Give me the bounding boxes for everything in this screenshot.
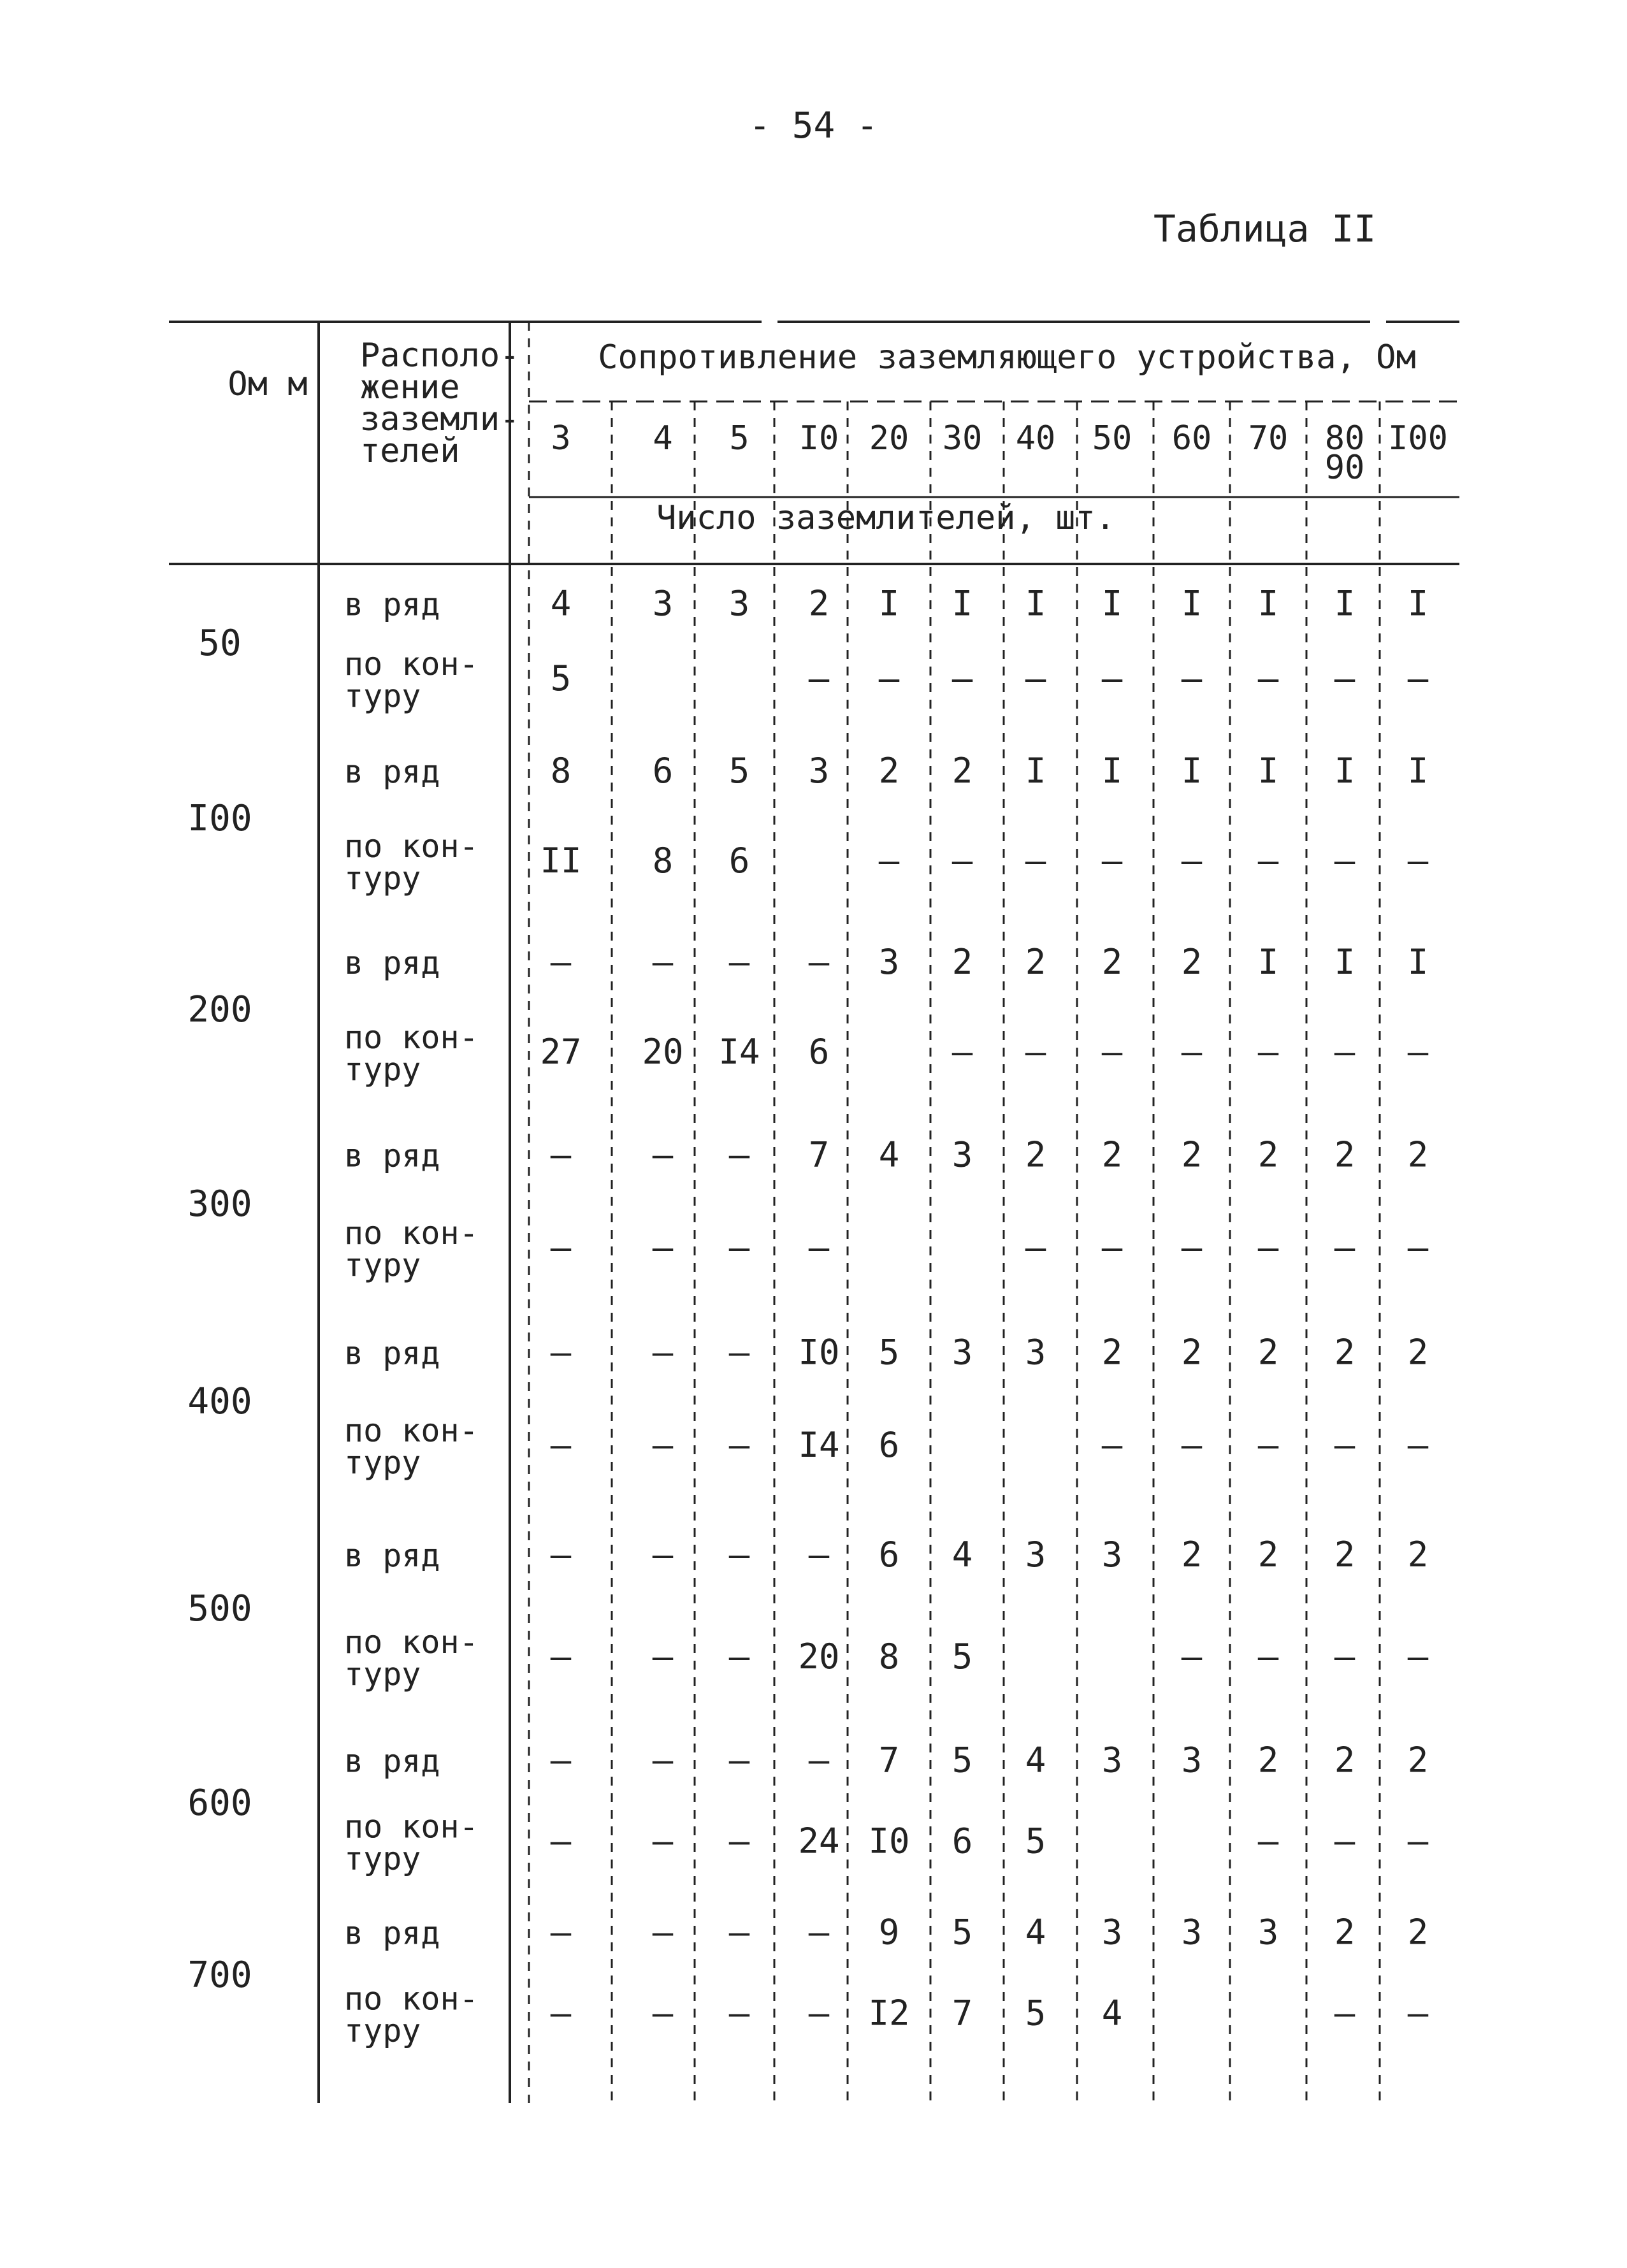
table-cell: 5 <box>878 1332 900 1373</box>
arrangement-contour-line-1: туру <box>344 677 421 714</box>
table-cell: 9 <box>878 1912 900 1953</box>
table-cell: – <box>1407 1425 1429 1466</box>
table-cell: 4 <box>550 583 572 624</box>
table-cell: – <box>550 1636 572 1677</box>
table-cell: 6 <box>808 1032 830 1072</box>
table-cell: 3 <box>951 1332 973 1373</box>
table-cell: – <box>728 942 750 982</box>
table-cell: – <box>550 1332 572 1373</box>
table-cell: 3 <box>1101 1912 1123 1953</box>
table-cell: – <box>1025 658 1046 698</box>
resistance-header-5: 30 <box>942 419 983 458</box>
arrangement-contour-line-1: туру <box>344 2012 421 2049</box>
table-cell: – <box>1334 841 1356 881</box>
table-cell: – <box>652 1332 674 1373</box>
table-cell: 2 <box>1181 1134 1203 1175</box>
table-cell: 2 <box>1257 1134 1279 1175</box>
table-cell: – <box>1257 841 1279 881</box>
table-cell: – <box>808 942 830 982</box>
arrangement-contour-line-0: по кон- <box>344 1623 479 1661</box>
table-cell: – <box>550 1134 572 1175</box>
header-arrangement-line-3: заземли- <box>360 400 520 438</box>
table-cell: 3 <box>1025 1535 1046 1575</box>
arrangement-contour-line-0: по кон- <box>344 646 479 683</box>
table-cell: – <box>550 942 572 982</box>
table-cell: – <box>1257 1821 1279 1861</box>
group-I00 <box>187 751 1428 897</box>
table-cell: – <box>652 1912 674 1953</box>
table-cell: 3 <box>808 751 830 791</box>
table-cell: – <box>550 1740 572 1780</box>
table-cell: 2 <box>1257 1740 1279 1780</box>
table-cell: 2 <box>1334 1912 1356 1953</box>
table-cell: – <box>808 1227 830 1268</box>
table-cell: I <box>1101 751 1123 791</box>
table-cell: – <box>728 1134 750 1175</box>
table-cell: – <box>1181 658 1203 698</box>
resistance-header-7: 50 <box>1092 419 1132 458</box>
table-cell: – <box>1025 1032 1046 1072</box>
table-cell: 6 <box>728 841 750 881</box>
table-cell: – <box>728 1740 750 1780</box>
table-cell: – <box>808 1740 830 1780</box>
table-cell: – <box>728 1993 750 2033</box>
ohm-m-value: 400 <box>187 1381 252 1422</box>
table-cell: – <box>652 1636 674 1677</box>
table-body <box>187 584 1428 2049</box>
table-cell: 4 <box>1025 1740 1046 1780</box>
table-cell: I <box>1025 583 1046 624</box>
table-cell: – <box>728 1535 750 1575</box>
table-cell: 27 <box>540 1032 582 1072</box>
table-cell: – <box>1334 1821 1356 1861</box>
table-cell: – <box>1101 1425 1123 1466</box>
arrangement-contour-line-0: по кон- <box>344 1808 479 1845</box>
group-400 <box>187 1333 1428 1482</box>
table-cell: – <box>652 942 674 982</box>
table-cell: 4 <box>951 1535 973 1575</box>
arrangement-contour-line-1: туру <box>344 1444 421 1482</box>
table-cell: – <box>652 1993 674 2033</box>
ohm-m-value: 600 <box>187 1782 252 1824</box>
table-cell: 3 <box>951 1134 973 1175</box>
table-cell: 2 <box>1407 1332 1429 1373</box>
resistance-header-3: I0 <box>799 419 839 458</box>
group-500 <box>187 1535 1428 1693</box>
ohm-m-value: 700 <box>187 1954 252 1996</box>
arrangement-contour-line-1: туру <box>344 1840 421 1877</box>
group-200 <box>187 942 1428 1088</box>
table-cell: – <box>1334 1032 1356 1072</box>
table-cell: 8 <box>878 1636 900 1677</box>
table-cell: – <box>1257 658 1279 698</box>
table-cell: – <box>728 1425 750 1466</box>
arrangement-row: в ряд <box>344 586 440 623</box>
header-resistance-title: Сопротивление заземляющего устройства, Ом <box>598 338 1416 377</box>
table-cell: – <box>1407 658 1429 698</box>
table-cell: – <box>808 658 830 698</box>
table-cell: – <box>951 1032 973 1072</box>
table-cell: 5 <box>728 751 750 791</box>
table-cell: – <box>728 1912 750 1953</box>
table-cell: 2 <box>1407 1134 1429 1175</box>
table-cell: – <box>652 1821 674 1861</box>
table-cell: 8 <box>550 751 572 791</box>
table-cell: – <box>1257 1227 1279 1268</box>
table-cell: – <box>1334 1636 1356 1677</box>
arrangement-row: в ряд <box>344 1537 440 1574</box>
table-cell: 2 <box>1334 1535 1356 1575</box>
arrangement-contour-line-0: по кон- <box>344 1019 479 1056</box>
table-cell: – <box>1407 1636 1429 1677</box>
header-arrangement-line-2: жение <box>360 368 460 407</box>
table-cell: 3 <box>1101 1740 1123 1780</box>
table-cell: – <box>951 841 973 881</box>
table-cell: – <box>550 1912 572 1953</box>
resistance-header-1: 4 <box>653 419 673 458</box>
table-cell: – <box>1025 841 1046 881</box>
table-cell: 3 <box>1025 1332 1046 1373</box>
table-cell: 3 <box>652 583 674 624</box>
table-cell: – <box>728 1227 750 1268</box>
arrangement-contour-line-0: по кон- <box>344 1412 479 1450</box>
table-cell: – <box>1101 841 1123 881</box>
table-cell: 4 <box>1025 1912 1046 1953</box>
table-cell: – <box>550 1535 572 1575</box>
arrangement-contour-line-1: туру <box>344 1051 421 1088</box>
resistance-header-9: 70 <box>1248 419 1289 458</box>
group-700 <box>187 1912 1428 2049</box>
table-cell: 7 <box>878 1740 900 1780</box>
table-cell: – <box>728 1332 750 1373</box>
table-cell: – <box>1257 1032 1279 1072</box>
table-cell: – <box>1025 1227 1046 1268</box>
resistance-header-2: 5 <box>729 419 749 458</box>
table-cell: 2 <box>1101 1134 1123 1175</box>
arrangement-contour-line-0: по кон- <box>344 1215 479 1252</box>
table-cell: – <box>808 1535 830 1575</box>
resistance-header-6: 40 <box>1015 419 1056 458</box>
table-cell: – <box>1334 1993 1356 2033</box>
header-arrangement-line-1: Располо- <box>360 336 520 375</box>
table-cell: – <box>1181 1636 1203 1677</box>
table-cell: – <box>1407 841 1429 881</box>
table-cell: 2 <box>1407 1535 1429 1575</box>
table-cell: – <box>550 1425 572 1466</box>
arrangement-row: в ряд <box>344 1137 440 1174</box>
table-cell: 2 <box>1407 1912 1429 1953</box>
table-cell: I4 <box>798 1425 840 1466</box>
table-cell: – <box>1407 1993 1429 2033</box>
ohm-m-value: 500 <box>187 1588 252 1629</box>
table-cell: 2 <box>1334 1134 1356 1175</box>
table-cell: 24 <box>798 1821 840 1861</box>
table-cell: – <box>550 1993 572 2033</box>
arrangement-contour-line-1: туру <box>344 1655 421 1693</box>
table-cell: I <box>1407 583 1429 624</box>
table-cell: 2 <box>951 751 973 791</box>
table-cell: 2 <box>1025 942 1046 982</box>
table-cell: 3 <box>878 942 900 982</box>
table-cell: 2 <box>1334 1332 1356 1373</box>
table-cell: 2 <box>1181 1535 1203 1575</box>
resistance-header-0: 3 <box>551 419 571 458</box>
ohm-m-value: I00 <box>187 798 252 839</box>
table-cell: I <box>1101 583 1123 624</box>
table-cell: – <box>1407 1032 1429 1072</box>
table-title: Таблица II <box>1153 207 1377 250</box>
table-cell: I <box>1025 751 1046 791</box>
group-600 <box>187 1740 1428 1877</box>
table-cell: I <box>1334 583 1356 624</box>
arrangement-contour-line-1: туру <box>344 860 421 897</box>
table-cell: 7 <box>808 1134 830 1175</box>
resistance-header-11: I00 <box>1388 419 1448 458</box>
ohm-m-value: 300 <box>187 1183 252 1225</box>
table-cell: I <box>878 583 900 624</box>
table-cell: 6 <box>951 1821 973 1861</box>
table-cell: – <box>1257 1636 1279 1677</box>
arrangement-row: в ряд <box>344 1334 440 1372</box>
resistance-header-4: 20 <box>869 419 909 458</box>
arrangement-row: в ряд <box>344 753 440 790</box>
arrangement-row: в ряд <box>344 1742 440 1780</box>
table-cell: – <box>808 1993 830 2033</box>
table-cell: – <box>1334 1425 1356 1466</box>
table-cell: I <box>1407 942 1429 982</box>
table-cell: 3 <box>1181 1740 1203 1780</box>
table-cell: 2 <box>1257 1535 1279 1575</box>
resistance-value-headers <box>551 419 1448 487</box>
table-cell: 6 <box>652 751 674 791</box>
table-cell: I0 <box>868 1821 910 1861</box>
arrangement-contour-line-0: по кон- <box>344 1980 479 2018</box>
table-cell: 8 <box>652 841 674 881</box>
table-cell: – <box>1181 1032 1203 1072</box>
table-cell: 7 <box>951 1993 973 2033</box>
table-cell: I <box>1257 583 1279 624</box>
table-cell: – <box>652 1535 674 1575</box>
table-cell: I <box>1257 751 1279 791</box>
table-cell: 2 <box>1407 1740 1429 1780</box>
table-cell: I <box>1181 751 1203 791</box>
table-cell: – <box>1101 1227 1123 1268</box>
ohm-m-value: 50 <box>198 623 242 664</box>
table-cell: I <box>951 583 973 624</box>
table-cell: – <box>1407 1821 1429 1861</box>
table-cell: 6 <box>878 1535 900 1575</box>
table-cell: I <box>1334 942 1356 982</box>
table-cell: I <box>1257 942 1279 982</box>
table-cell: – <box>1181 841 1203 881</box>
table-cell: 2 <box>1257 1332 1279 1373</box>
table-cell: – <box>652 1134 674 1175</box>
table-cell: I <box>1407 751 1429 791</box>
table-cell: 5 <box>550 658 572 698</box>
table-cell: – <box>1101 658 1123 698</box>
resistance-header-8: 60 <box>1171 419 1212 458</box>
table-cell: I <box>1334 751 1356 791</box>
table-cell: – <box>951 658 973 698</box>
table-cell: – <box>728 1636 750 1677</box>
table-cell: – <box>728 1821 750 1861</box>
table-cell: 6 <box>878 1425 900 1466</box>
header-ohm-m: Ом м <box>228 365 308 403</box>
table-cell: 3 <box>1181 1912 1203 1953</box>
table-cell: – <box>652 1227 674 1268</box>
table-cell: 4 <box>1101 1993 1123 2033</box>
table-cell: 3 <box>1257 1912 1279 1953</box>
table-cell: – <box>1181 1227 1203 1268</box>
table-cell: 3 <box>1101 1535 1123 1575</box>
table-cell: 5 <box>951 1636 973 1677</box>
arrangement-row: в ряд <box>344 944 440 981</box>
table-cell: I4 <box>718 1032 760 1072</box>
header-arrangement-line-4: телей <box>360 432 460 470</box>
page-number: - 54 - <box>749 105 878 147</box>
table-cell: – <box>1181 1425 1203 1466</box>
ohm-m-value: 200 <box>187 989 252 1030</box>
header-count-title: Число заземлителей, шт. <box>656 499 1116 537</box>
table-cell: – <box>1334 1227 1356 1268</box>
table-cell: 2 <box>808 583 830 624</box>
table-cell: I2 <box>868 1993 910 2033</box>
table-cell: 3 <box>728 583 750 624</box>
table-cell: I0 <box>798 1332 840 1373</box>
table-cell: – <box>652 1740 674 1780</box>
resistance-header-10-line-1: 90 <box>1324 449 1365 487</box>
table-cell: – <box>652 1425 674 1466</box>
table-cell: – <box>550 1227 572 1268</box>
group-50 <box>198 584 1428 715</box>
table-cell: 5 <box>1025 1993 1046 2033</box>
table-cell: II <box>540 841 582 881</box>
table-cell: 5 <box>951 1740 973 1780</box>
table-cell: 5 <box>1025 1821 1046 1861</box>
table-cell: – <box>808 1912 830 1953</box>
table-cell: 4 <box>878 1134 900 1175</box>
table-cell: – <box>550 1821 572 1861</box>
table-cell: 5 <box>951 1912 973 1953</box>
table-cell: – <box>1257 1425 1279 1466</box>
arrangement-contour-line-1: туру <box>344 1246 421 1284</box>
table-cell: 20 <box>642 1032 684 1072</box>
resistance-header-10-line-0: 80 <box>1324 419 1365 458</box>
table-cell: I <box>1181 583 1203 624</box>
table-cell: 2 <box>878 751 900 791</box>
table-cell: 2 <box>1025 1134 1046 1175</box>
group-300 <box>187 1135 1428 1284</box>
table-cell: 2 <box>1101 942 1123 982</box>
table-cell: – <box>1407 1227 1429 1268</box>
table-cell: – <box>1334 658 1356 698</box>
arrangement-contour-line-0: по кон- <box>344 828 479 865</box>
table-cell: 2 <box>951 942 973 982</box>
table-cell: – <box>878 658 900 698</box>
arrangement-row: в ряд <box>344 1914 440 1952</box>
table-cell: 2 <box>1181 1332 1203 1373</box>
table-cell: 2 <box>1334 1740 1356 1780</box>
table-cell: 2 <box>1101 1332 1123 1373</box>
table-cell: 2 <box>1181 942 1203 982</box>
table-cell: – <box>1101 1032 1123 1072</box>
table-cell: – <box>878 841 900 881</box>
table-cell: 20 <box>798 1636 840 1677</box>
